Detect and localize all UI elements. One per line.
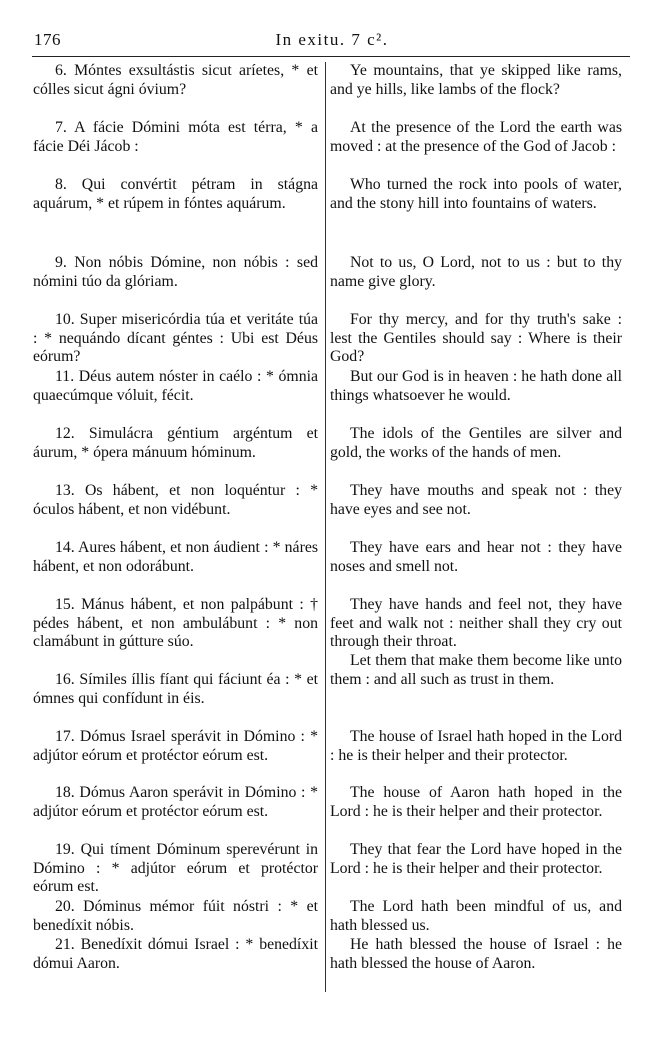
english-verse-15: They have hands and feel not, they have feet and walk not : neither shall they cry out through their throat. — [330, 596, 622, 651]
english-verse-13: They have mouths and speak not : they have eyes and see not. — [330, 482, 622, 518]
latin-verse-15: 15. Mánus hábent, et non palpábunt : † pédes hábent, et non ambulábunt : * non clamábunt in gútture súo. — [33, 596, 318, 651]
english-verse-12: The idols of the Gentiles are silver and gold, the works of the hands of men. — [330, 425, 622, 461]
latin-verse-20: 20. Dóminus mémor fúit nóstri : * et benedíxit nóbis. — [33, 898, 318, 934]
header-rule — [32, 56, 630, 57]
latin-verse-18: 18. Dómus Aaron sperávit in Dómino : * adjútor eórum et protéctor eórum est. — [33, 784, 318, 820]
latin-verse-8: 8. Qui convértit pétram in stágna aquárum, * et rúpem in fóntes aquárum. — [33, 176, 318, 212]
english-verse-11: But our God is in heaven : he hath done all things whatsoever he would. — [330, 368, 622, 404]
english-verse-19: They that fear the Lord have hoped in the Lord : he is their helper and their protector. — [330, 841, 622, 877]
latin-verse-6: 6. Móntes exsultástis sicut aríetes, * et cólles sicut ágni óvium? — [33, 62, 318, 98]
english-verse-18: The house of Aaron hath hoped in the Lord : he is their helper and their protector. — [330, 784, 622, 820]
english-verse-21: He hath blessed the house of Israel : he hath blessed the house of Aaron. — [330, 936, 622, 972]
running-title: In exitu. 7 c². — [275, 30, 389, 49]
page-header — [34, 30, 630, 52]
latin-verse-13: 13. Os hábent, et non loquéntur : * óculos hábent, et non vidébunt. — [33, 482, 318, 518]
english-verse-9: Not to us, O Lord, not to us : but to thy name give glory. — [330, 254, 622, 290]
latin-verse-12: 12. Simulácra géntium argéntum et áurum, * ópera mánuum hóminum. — [33, 425, 318, 461]
page-number: 176 — [34, 30, 61, 49]
latin-verse-10: 10. Super misericórdia túa et veritáte túa : * nequándo dícant géntes : Ubi est Déus eórum? — [33, 311, 318, 366]
latin-verse-7: 7. A fácie Dómini móta est térra, * a fácie Déi Jácob : — [33, 119, 318, 155]
english-verse-16: Let them that make them become like unto them : and all such as trust in them. — [330, 652, 622, 688]
latin-verse-17: 17. Dómus Israel sperávit in Dómino : * adjútor eórum et protéctor eórum est. — [33, 728, 318, 764]
latin-verse-16: 16. Símiles íllis fíant qui fáciunt éa : * et ómnes qui confídunt in éis. — [33, 671, 318, 707]
english-verse-7: At the presence of the Lord the earth was moved : at the presence of the God of Jacob : — [330, 119, 622, 155]
english-verse-17: The house of Israel hath hoped in the Lord : he is their helper and their protector. — [330, 728, 622, 764]
english-verse-8: Who turned the rock into pools of water, and the stony hill into fountains of waters. — [330, 176, 622, 212]
latin-verse-9: 9. Non nóbis Dómine, non nóbis : sed nómini túo da glóriam. — [33, 254, 318, 290]
english-verse-20: The Lord hath been mindful of us, and hath blessed us. — [330, 898, 622, 934]
english-verse-6: Ye mountains, that ye skipped like rams, and ye hills, like lambs of the flock? — [330, 62, 622, 98]
latin-verse-21: 21. Benedíxit dómui Israel : * benedíxit dómui Aaron. — [33, 936, 318, 972]
latin-verse-11: 11. Déus autem nóster in caélo : * ómnia quaecúmque vóluit, fécit. — [33, 368, 318, 404]
latin-verse-19: 19. Qui tíment Dóminum sperevérunt in Dómino : * adjútor eórum et protéctor eórum est. — [33, 841, 318, 896]
column-divider — [325, 62, 326, 992]
latin-verse-14: 14. Aures hábent, et non áudient : * náres hábent, et non odorábunt. — [33, 539, 318, 575]
english-verse-14: They have ears and hear not : they have noses and smell not. — [330, 539, 622, 575]
english-verse-10: For thy mercy, and for thy truth's sake : lest the Gentiles should say : Where is their God? — [330, 311, 622, 366]
